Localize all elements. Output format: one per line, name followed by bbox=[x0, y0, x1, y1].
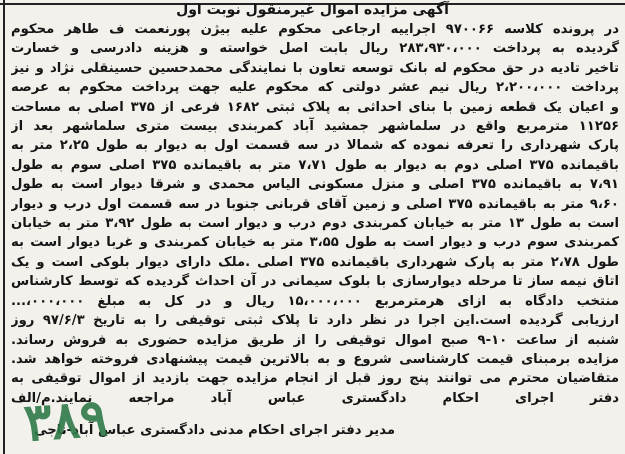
notice-line: ۱۱۲۵۶ مترمربع واقع در سلماشهر جمشید آباد کمربندی بیست متری سلماشهر بعد از bbox=[11, 119, 619, 135]
notice-line: ارزیابی گردیده است.این اجرا در نظر دارد تا پلاک ثبتی توقیفی را به تاریخ ۹۷/۶/۳ روز bbox=[11, 313, 619, 329]
notice-line: کمربندی سوم درب و دیوار است به طول ۳،۵۵ متر به خیابان کمربندی و غربا دیوار است به bbox=[11, 235, 619, 251]
notice-line: ۹،۶۰ متر به باقیمانده ۳۷۵ اصلی و زمین آقای قربانی جنوبا در سه قسمت اول درب و دیوار bbox=[11, 196, 619, 212]
notice-line: طول ۲،۷۸ متر به پارک شهرداری باقیمانده ۳۷۵ اصلی .ملک دارای دیوار بلوکی است و یک bbox=[11, 254, 619, 270]
notice-title: آگهی مزایده اموال غیرمنقول نوبت اول bbox=[176, 2, 449, 18]
left-border-line bbox=[3, 0, 5, 454]
handwritten-number-stamp: ۳۸۹ bbox=[21, 387, 110, 454]
notice-line: و اعیان یک قطعه زمین با بنای احداثی به پلاک ثبتی ۱۶۸۲ فرعی از ۳۷۵ اصلی به مساحت bbox=[11, 99, 619, 115]
notice-line: متقاضیان محترم می توانند پنج روز قبل از انجام مزایده جهت بازدید از اموال توقیفی به bbox=[11, 371, 619, 387]
signature-line: مدیر دفتر اجرای احکام مدنی دادگستری عباس آباد-ناجی bbox=[33, 423, 395, 438]
notice-line: پرداخت ۲،۲۰۰،۰۰۰ ریال نیم عشر دولتی که محکوم علیه جهت پرداخت محکوم به عرصه bbox=[11, 80, 619, 96]
notice-line: باقیمانده ۳۷۵ اصلی دوم به دیوار به طول ۷،۷۱ متر به باقیمانده ۳۷۵ اصلی سوم به طول bbox=[11, 157, 619, 173]
notice-line: ۷،۹۱ به باقیمانده ۳۷۵ اصلی و منزل مسکونی الیاس محمدی و شرقا دیوار است به طول bbox=[11, 177, 619, 193]
notice-line: منتخب دادگاه به ازای هرمترمربع ۱۵،۰۰۰،۰۰۰ ریال و در کل به مبلغ ۰۰۰،۰۰۰،... bbox=[11, 293, 619, 309]
notice-line: پارک شهرداری را تعرفه نموده که شمالا در سه قسمت اول به دیوار به طول ۲،۲۵ متر به bbox=[11, 138, 619, 154]
notice-line: است به طول ۱۳ متر به خیابان کمربندی دوم درب و دیوار است به طول ۳،۹۲ متر به خیابان bbox=[11, 216, 619, 232]
notice-body bbox=[11, 20, 619, 408]
notice-line: گردیده به پرداخت ۲۸۳،۹۳۰،۰۰۰ ریال بابت اصل خواسته و هزینه دادرسی و خسارت bbox=[11, 41, 619, 57]
notice-line: تاخیر تادیه در حق محکوم له بانک توسعه تعاون با نمایندگی محمدحسین حسینقلی نژاد و نیز bbox=[11, 60, 619, 76]
notice-line: در پرونده کلاسه ۹۷۰۰۶۶ اجراییه ارجاعی محکوم علیه بیژن پورنعمت ف طاهر محکوم bbox=[11, 22, 619, 37]
notice-line: شنبه از ساعت ۱۰-۹ صبح اموال توقیفی را از طریق مزایده حضوری به فروش رساند. bbox=[11, 332, 619, 348]
notice-line: مزایده برمبنای قیمت کارشناسی شروع و به بالاترین قیمت پیشنهادی فروخته خواهد شد. bbox=[11, 351, 619, 367]
notice-line: اتاق نیمه ساز تا مرحله دیوارسازی با بلوک سیمانی در آن احداث گردیده که توسط کارشناس bbox=[11, 274, 619, 290]
notice-line: دفتر اجرای احکام دادگستری عباس آباد مراجعه نمایند.م/الف bbox=[11, 390, 619, 406]
